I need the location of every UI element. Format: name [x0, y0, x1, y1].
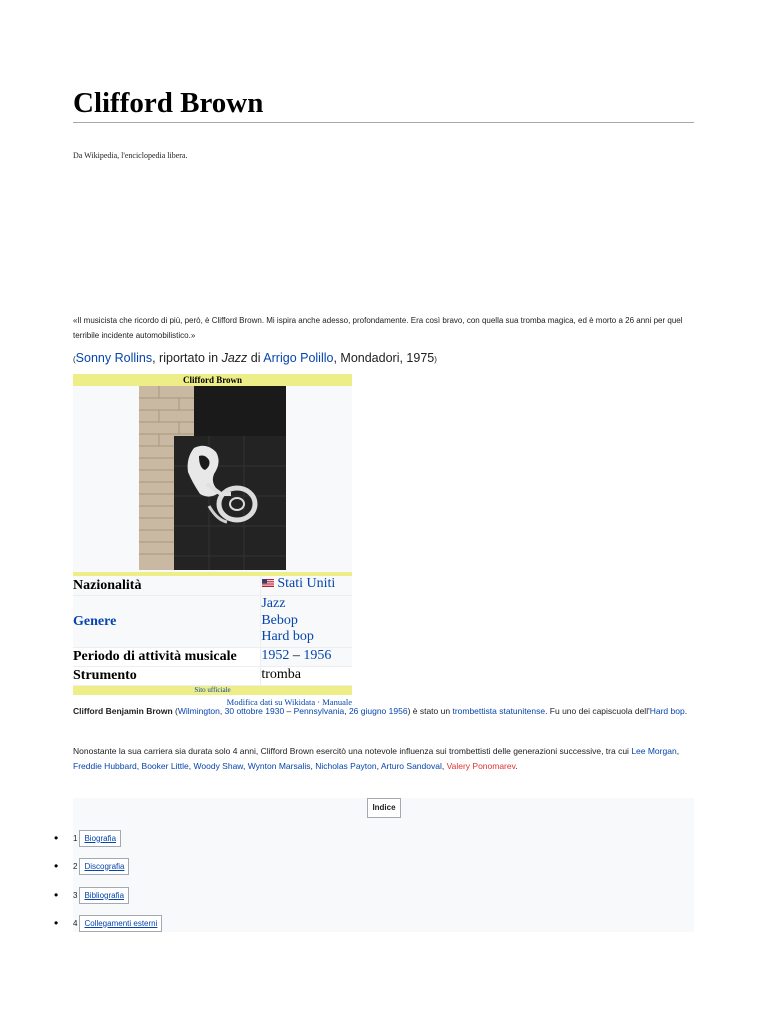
link-sonny-rollins[interactable]: Sonny Rollins [75, 351, 153, 365]
p1-text: , [344, 706, 349, 716]
period-separator: – [289, 648, 304, 663]
link-year-1956[interactable]: 1956 [303, 648, 332, 663]
link-wynton-marsalis[interactable]: Wynton Marsalis [247, 761, 311, 771]
p1-text: . Fu uno dei capiscuola dell' [545, 706, 650, 716]
link-freddie-hubbard[interactable]: Freddie Hubbard [73, 761, 137, 771]
p1-text: ( [172, 706, 178, 716]
us-flag-icon [262, 579, 274, 587]
infobox-row-nationality [73, 576, 352, 596]
p1-text: – [284, 706, 294, 716]
p1-text: . [684, 706, 688, 716]
link-booker-little[interactable]: Booker Little [141, 761, 189, 771]
link-lee-morgan[interactable]: Lee Morgan [631, 746, 677, 756]
nationality-value [260, 576, 352, 595]
table-of-contents [54, 798, 694, 932]
link-manual[interactable]: Manuale [322, 697, 352, 707]
link-edit-wikidata[interactable]: Modifica dati su Wikidata [226, 697, 316, 707]
p2-end: . [515, 761, 518, 771]
toc-toggle-button[interactable]: Indice [367, 798, 401, 818]
nationality-label: Nazionalità [73, 576, 260, 595]
toc-number: 3 [73, 890, 78, 900]
link-nicholas-payton[interactable]: Nicholas Payton [315, 761, 377, 771]
edit-separator: · [315, 697, 323, 707]
toc-link-biografia[interactable]: Biografia [79, 830, 121, 847]
genre-values [260, 596, 352, 647]
link-pennsylvania[interactable]: Pennsylvania [293, 706, 345, 716]
toc-item-collegamenti [54, 914, 162, 932]
attribution-open-paren: ( [73, 355, 76, 364]
infobox-image-cell [73, 386, 352, 572]
p2-sep: , [676, 746, 680, 756]
infobox-row-period [73, 648, 352, 667]
attribution-close-paren: ) [434, 355, 437, 364]
infobox-row-genre [73, 596, 352, 648]
intro-quote: «Il musicista che ricordo di più, però, è Clifford Brown. Mi ispira anche adesso, profondamente. Era così bravo, con quella sua tromba magica, ed è morto a 26 anni per quel terribile incidente automobilistico.» [73, 316, 683, 340]
attribution-book: Jazz [221, 351, 248, 365]
bullet-icon: • [54, 831, 59, 845]
infobox-row-instrument [73, 667, 352, 686]
link-hard-bop[interactable]: Hard bop [649, 706, 685, 716]
page-title: Clifford Brown [73, 85, 694, 123]
infobox-title: Clifford Brown [73, 374, 352, 386]
link-genre-hard-bop[interactable]: Hard bop [261, 629, 314, 644]
toc-link-discografia[interactable]: Discografia [79, 858, 129, 875]
toc-link-collegamenti-esterni[interactable]: Collegamenti esterni [79, 915, 162, 932]
period-value [260, 648, 352, 666]
official-site-link[interactable]: Sito ufficiale [73, 686, 352, 695]
attribution-text: , Mondadori, 1975 [333, 351, 435, 365]
link-stati-uniti[interactable]: Stati Uniti [277, 576, 336, 591]
p1-text: , [219, 706, 225, 716]
toc-link-bibliografia[interactable]: Bibliografia [79, 887, 129, 904]
link-genere[interactable]: Genere [73, 613, 117, 629]
toc-item-biografia [54, 829, 121, 847]
link-wilmington[interactable]: Wilmington [177, 706, 220, 716]
period-label: Periodo di attività musicale [73, 648, 260, 666]
p1-text: ) è stato un [407, 706, 453, 716]
toc-item-bibliografia [54, 886, 129, 904]
portrait-image[interactable] [139, 386, 286, 570]
p2-sep: , [376, 761, 381, 771]
lead-paragraph-1 [73, 704, 695, 719]
p2-sep: , [441, 761, 447, 771]
quote-attribution [73, 349, 437, 369]
attribution-text: , riportato in [152, 351, 222, 365]
link-birthdate[interactable]: 30 ottobre 1930 [224, 706, 285, 716]
p2-sep: , [242, 761, 248, 771]
p2-sep: , [310, 761, 316, 771]
toc-number: 4 [73, 918, 78, 928]
link-trombettista[interactable]: trombettista [452, 706, 497, 716]
bullet-icon: • [54, 916, 59, 930]
toc-number: 1 [73, 833, 78, 843]
instrument-value: tromba [260, 667, 352, 685]
link-statunitense[interactable]: statunitense [499, 706, 546, 716]
link-genre-bebop[interactable]: Bebop [261, 612, 298, 628]
link-arturo-sandoval[interactable]: Arturo Sandoval [380, 761, 442, 771]
redlink-valery-ponomarev[interactable]: Valery Ponomarev [446, 761, 516, 771]
lead-paragraph-2 [73, 744, 695, 774]
link-woody-shaw[interactable]: Woody Shaw [193, 761, 243, 771]
subject-name: Clifford Benjamin Brown [73, 706, 173, 716]
bullet-icon: • [54, 888, 59, 902]
p2-sep: , [188, 761, 194, 771]
link-genre-jazz[interactable]: Jazz [261, 596, 286, 611]
link-deathdate[interactable]: 26 giugno 1956 [348, 706, 408, 716]
p2-text: Nonostante la sua carriera sia durata solo 4 anni, Clifford Brown esercitò una notevole influenza sui trombettisti delle generazioni successive, tra cui [73, 746, 632, 756]
infobox [73, 374, 352, 709]
toc-number: 2 [73, 861, 78, 871]
link-year-1952[interactable]: 1952 [261, 648, 290, 663]
bullet-icon: • [54, 859, 59, 873]
toc-item-discografia [54, 857, 129, 875]
attribution-text: di [247, 351, 264, 365]
genre-label[interactable] [73, 596, 260, 647]
p2-sep: , [136, 761, 142, 771]
site-tagline: Da Wikipedia, l'enciclopedia libera. [73, 151, 188, 160]
instrument-label: Strumento [73, 667, 260, 685]
link-arrigo-polillo[interactable]: Arrigo Polillo [263, 351, 334, 365]
